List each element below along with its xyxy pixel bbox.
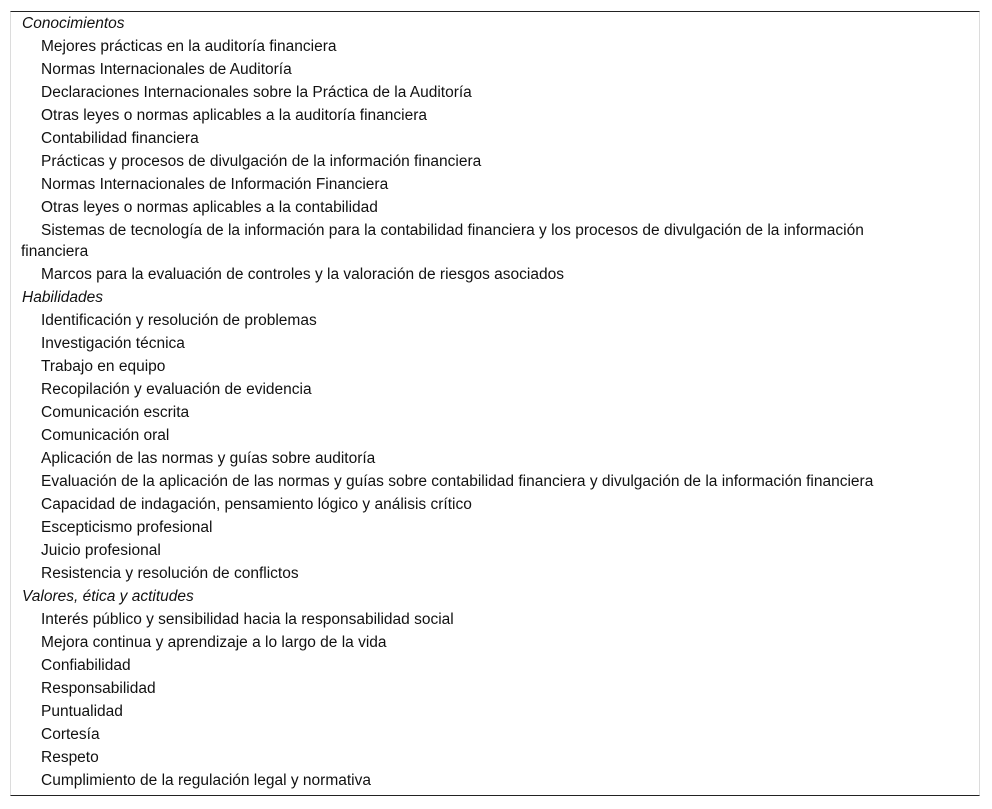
table-row: Capacidad de indagación, pensamiento lógico y análisis crítico	[41, 496, 472, 513]
table-row: Responsabilidad	[41, 680, 156, 697]
table-row: Marcos para la evaluación de controles y la valoración de riesgos asociados	[41, 266, 564, 283]
table-row: Comunicación oral	[41, 427, 170, 444]
table-row: Confiabilidad	[41, 657, 131, 674]
table-row: Normas Internacionales de Auditoría	[41, 61, 292, 78]
table-row: Puntualidad	[41, 703, 123, 720]
table-row: Interés público y sensibilidad hacia la responsabilidad social	[41, 611, 454, 628]
table-row: Declaraciones Internacionales sobre la Práctica de la Auditoría	[41, 84, 472, 101]
table-row: Prácticas y procesos de divulgación de la información financiera	[41, 153, 482, 170]
section-heading-conocimientos: Conocimientos	[22, 15, 125, 32]
table-row: Investigación técnica	[41, 335, 185, 352]
table-row: Otras leyes o normas aplicables a la contabilidad	[41, 199, 378, 216]
table-row: Recopilación y evaluación de evidencia	[41, 381, 312, 398]
table-row: Resistencia y resolución de conflictos	[41, 565, 299, 582]
table-row: Cortesía	[41, 726, 100, 743]
table-row: Normas Internacionales de Información Financiera	[41, 176, 389, 193]
table-row: Sistemas de tecnología de la información para la contabilidad financiera y los procesos de divulgación de la información financiera	[21, 222, 864, 260]
table-row: Escepticismo profesional	[41, 519, 213, 536]
table-row: Aplicación de las normas y guías sobre auditoría	[41, 450, 376, 467]
table-row: Contabilidad financiera	[41, 130, 199, 147]
table-row: Comunicación escrita	[41, 404, 190, 421]
section-heading-habilidades: Habilidades	[22, 289, 103, 306]
table-row: Evaluación de la aplicación de las normas y guías sobre contabilidad financiera y divulgación de la información financiera	[41, 473, 874, 490]
table-row: Trabajo en equipo	[41, 358, 166, 375]
table-row: Cumplimiento de la regulación legal y normativa	[41, 772, 371, 789]
table-row: Identificación y resolución de problemas	[41, 312, 317, 329]
table-row: Mejora continua y aprendizaje a lo largo de la vida	[41, 634, 387, 651]
table-row: Otras leyes o normas aplicables a la auditoría financiera	[41, 107, 427, 124]
table-row: Juicio profesional	[41, 542, 161, 559]
competencies-table-body	[10, 12, 890, 792]
table-row: Respeto	[41, 749, 99, 766]
table-row: Mejores prácticas en la auditoría financiera	[41, 38, 337, 55]
section-heading-valores: Valores, ética y actitudes	[22, 588, 194, 605]
